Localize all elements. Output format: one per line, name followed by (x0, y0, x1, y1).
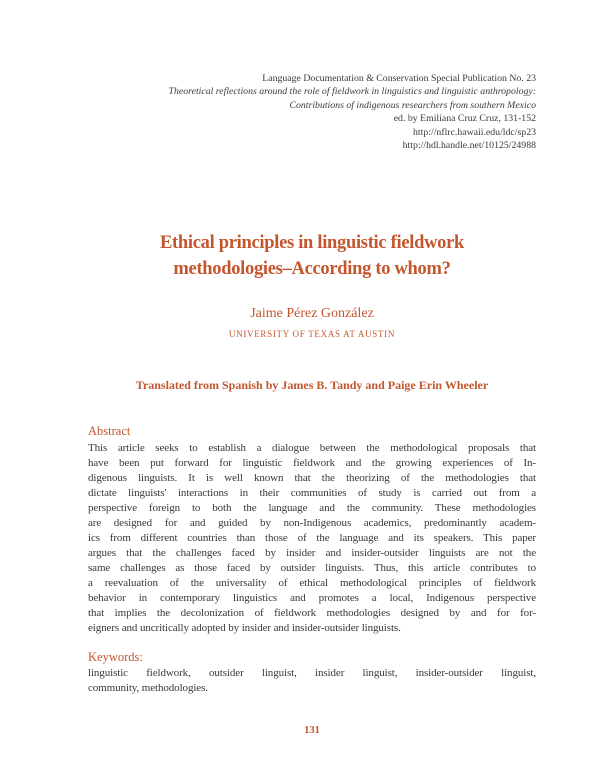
abstract-line: that implies the decolonization of fieldwork methodologies designed by and for for- (88, 607, 536, 619)
keywords-text (88, 666, 536, 696)
keywords-line: linguistic fieldwork, outsider linguist, insider linguist, insider-outsider linguist, (88, 667, 536, 679)
abstract-line: have been put forward for linguistic fieldwork and the growing experiences of In- (88, 457, 536, 469)
abstract-line: a reevaluation of the universality of ethical methodological principles of fieldwork (88, 577, 536, 589)
page-number: 131 (304, 725, 320, 736)
abstract-heading: Abstract (88, 424, 131, 438)
keywords-heading: Keywords: (88, 650, 143, 664)
paper-title (88, 230, 536, 282)
author-name: Jaime Pérez González (250, 306, 374, 321)
abstract-line: are designed for and guided by non-Indigenous academics, predominantly academ- (88, 517, 536, 529)
editor-line: ed. by Emiliana Cruz Cruz, 131-152 (393, 113, 536, 125)
abstract-line: ics from different countries than those of the language and its speakers. This paper (88, 532, 536, 544)
abstract-line: digenous linguists. It is well known that the theorizing of the methodologies that (88, 472, 536, 484)
abstract-line: perspective foreign to both the language and the community. These methodologies (88, 502, 536, 514)
abstract-line: behavior in contemporary linguistics and promotes a local, Indigenous perspective (88, 592, 536, 604)
abstract-text (88, 441, 536, 636)
author-affiliation: UNIVERSITY OF TEXAS AT AUSTIN (228, 329, 396, 339)
abstract-line: eigners and uncritically adopted by insider and insider-outsider linguists. (88, 622, 401, 634)
publication-series: Language Documentation & Conservation Special Publication No. 23 (262, 73, 536, 84)
handle-url[interactable]: http://hdl.handle.net/10125/24988 (402, 140, 536, 152)
abstract-line: dictate linguists' interactions in their communities of study is carried out from a (88, 487, 536, 499)
abstract-line: argues that the challenges faced by insider and insider-outsider linguists are not the (88, 547, 536, 559)
paper-title-line-1: Ethical principles in linguistic fieldwork (160, 233, 464, 253)
paper-title-line-2: methodologies–According to whom? (173, 259, 451, 279)
volume-title-line-1: Theoretical reflections around the role of fieldwork in linguistics and linguistic anthropology: (168, 86, 536, 98)
volume-title-line-2: Contributions of indigenous researchers from southern Mexico (289, 99, 536, 111)
publication-info (88, 72, 536, 152)
translation-credit: Translated from Spanish by James B. Tandy and Paige Erin Wheeler (135, 378, 489, 392)
abstract-line: same challenges as those faced by outsider linguists. Thus, this article contributes to (88, 562, 536, 574)
keywords-line: community, methodologies. (88, 682, 208, 694)
publisher-url[interactable]: http://nflrc.hawaii.edu/ldc/sp23 (413, 126, 536, 138)
abstract-line: This article seeks to establish a dialogue between the methodological proposals that (88, 442, 536, 454)
